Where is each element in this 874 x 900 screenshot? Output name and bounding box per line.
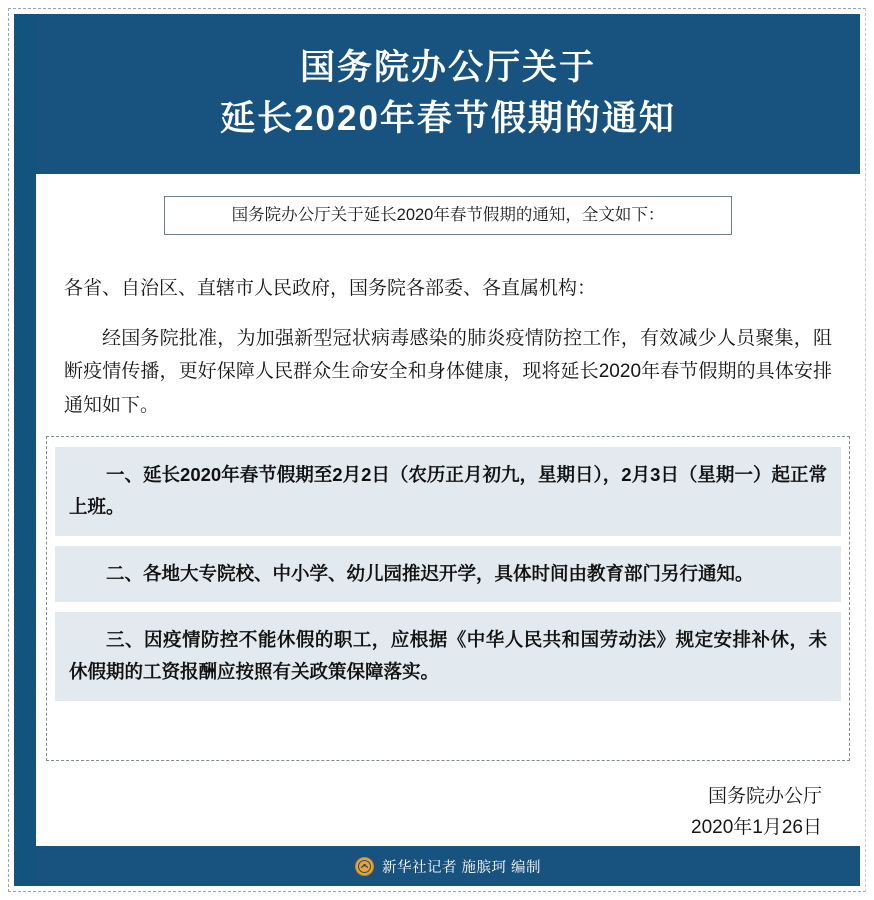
poster-content (14, 14, 860, 886)
document-body (36, 174, 860, 846)
footer-credit: 新华社记者 施膑珂 编制 (381, 859, 542, 876)
measure-item: 三、因疫情防控不能休假的职工，应根据《中华人民共和国劳动法》规定安排补休，未休假期的工资报酬应按照有关政策保障落实。 (55, 612, 841, 701)
signature-block (691, 782, 822, 844)
lead-statement: 国务院办公厅关于延长2020年春节假期的通知，全文如下： (164, 196, 732, 235)
intro-paragraph: 经国务院批准，为加强新型冠状病毒感染的肺炎疫情防控工作，有效减少人员聚集，阻断疫情传播，更好保障人民群众生命安全和身体健康，现将延长2020年春节假期的具体安排通知如下。 (64, 327, 832, 417)
page-title-line1: 国务院办公厅关于 (299, 48, 596, 88)
poster-footer (36, 846, 860, 886)
poster-header (36, 14, 860, 174)
signer-date: 2020年1月26日 (691, 816, 822, 838)
signer-name: 国务院办公厅 (707, 786, 822, 807)
measures-box (46, 436, 850, 761)
salutation-text: 各省、自治区、直辖市人民政府，国务院各部委、各直属机构： (64, 278, 597, 300)
left-blue-spine (14, 14, 36, 886)
page-title-line2: 延长2020年春节假期的通知 (220, 99, 676, 138)
xinhua-logo-icon (355, 857, 374, 876)
measure-item: 二、各地大专院校、中小学、幼儿园推迟开学，具体时间由教育部门另行通知。 (55, 546, 841, 603)
measure-item: 一、延长2020年春节假期至2月2日（农历正月初九，星期日），2月3日（星期一）起正常上班。 (55, 447, 841, 536)
right-margin-guide (865, 8, 866, 892)
